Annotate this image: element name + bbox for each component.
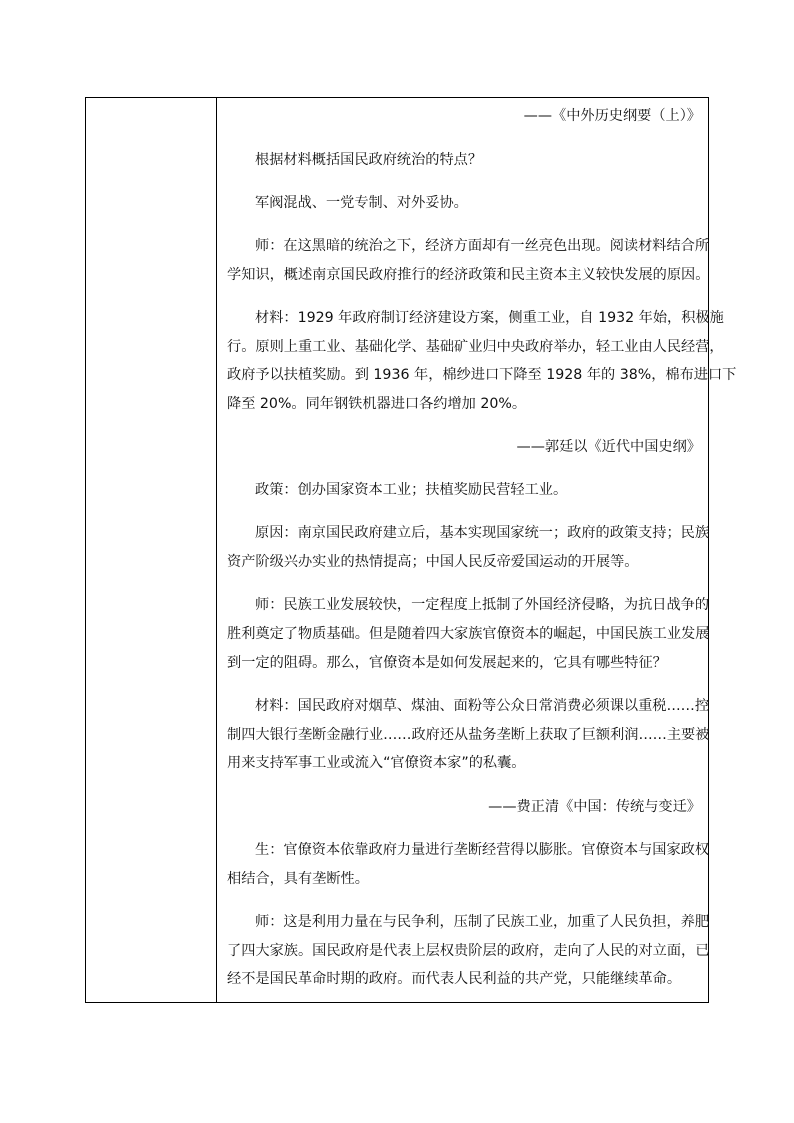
source-citation: ——费正清《中国：传统与变迁》	[488, 799, 701, 815]
teacher-paragraph-line: 学知识，概述南京国民政府推行的经济政策和民主资本主义较快发展的原因。	[227, 267, 710, 283]
material-paragraph-line: 制四大银行垄断金融行业……政府还从盐务垄断上获取了巨额利润……主要被	[227, 727, 710, 743]
question-text: 根据材料概括国民政府统治的特点？	[255, 152, 483, 168]
teacher-paragraph-line: 师：民族工业发展较快，一定程度上抵制了外国经济侵略，为抗日战争的	[255, 597, 710, 613]
material-paragraph-line: 材料：1929 年政府制订经济建设方案，侧重工业，自 1932 年始，积极施	[255, 310, 724, 326]
left-empty-cell	[86, 98, 217, 1002]
teacher-paragraph-line: 师：在这黑暗的统治之下，经济方面却有一丝亮色出现。阅读材料结合所	[255, 238, 710, 254]
teacher-paragraph-line: 胜利奠定了物质基础。但是随着四大家族官僚资本的崛起，中国民族工业发展	[227, 626, 710, 642]
teacher-paragraph-line: 经不是国民革命时期的政府。而代表人民利益的共产党，只能继续革命。	[227, 971, 682, 987]
material-paragraph-line: 降至 20%。同年钢铁机器进口各约增加 20%。	[227, 396, 527, 412]
reason-paragraph-line: 资产阶级兴办实业的热情提高；中国人民反帝爱国运动的开展等。	[227, 554, 639, 570]
material-paragraph-line: 政府予以扶植奖励。到 1936 年，棉纱进口下降至 1928 年的 38%，棉布进口下	[227, 367, 737, 383]
source-citation: ——《中外历史纲要（上）》	[523, 108, 701, 124]
material-paragraph-line: 行。原则上重工业、基础化学、基础矿业归中央政府举办，轻工业由人民经营，	[227, 339, 724, 355]
teacher-paragraph-line: 了四大家族。国民政府是代表上层权贵阶层的政府，走向了人民的对立面，已	[227, 943, 710, 959]
content-cell	[217, 98, 737, 1002]
reason-paragraph-line: 原因：南京国民政府建立后，基本实现国家统一；政府的政策支持；民族	[255, 525, 710, 541]
material-paragraph-line: 材料：国民政府对烟草、煤油、面粉等公众日常消费必须课以重税……控	[255, 698, 710, 714]
material-paragraph-line: 用来支持军事工业或流入“官僚资本家”的私囊。	[227, 755, 526, 771]
source-citation: ——郭廷以《近代中国史纲》	[516, 439, 701, 455]
student-paragraph-line: 相结合，具有垄断性。	[227, 871, 369, 887]
student-paragraph-line: 生：官僚资本依靠政府力量进行垄断经营得以膨胀。官僚资本与国家政权	[255, 842, 710, 858]
teacher-paragraph-line: 到一定的阻碍。那么，官僚资本是如何发展起来的，它具有哪些特征？	[227, 655, 667, 671]
policy-text: 政策：创办国家资本工业；扶植奖励民营轻工业。	[255, 482, 568, 498]
answer-text: 军阀混战、一党专制、对外妥协。	[255, 195, 468, 211]
teacher-paragraph-line: 师：这是利用力量在与民争利，压制了民族工业，加重了人民负担，养肥	[255, 914, 710, 930]
lesson-table	[85, 97, 737, 1003]
